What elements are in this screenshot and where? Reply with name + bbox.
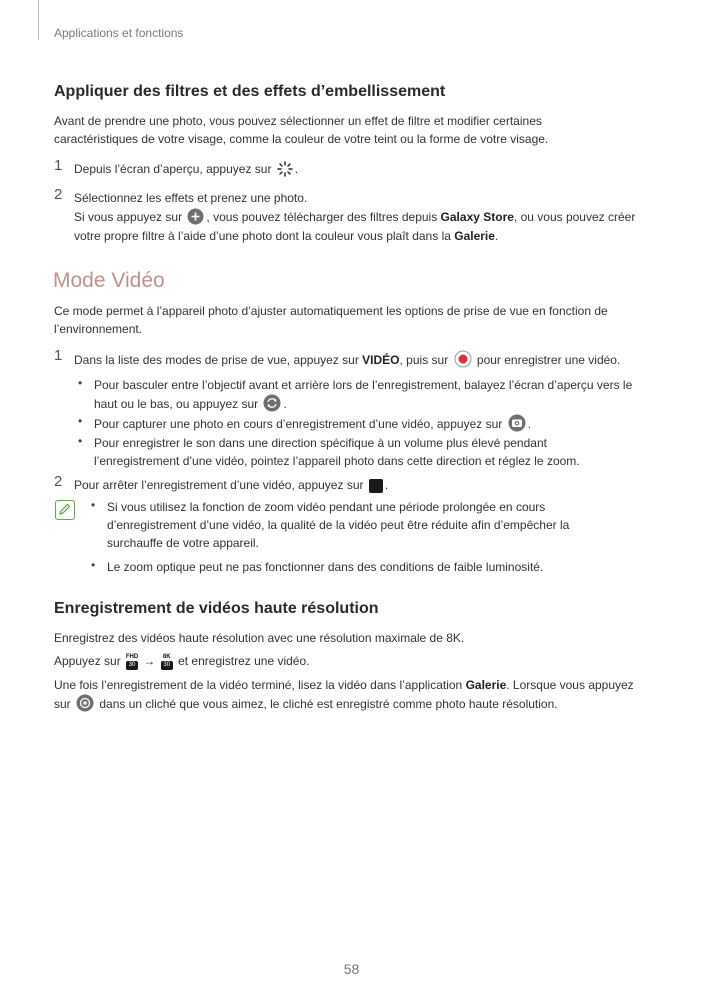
filters-section-title: Appliquer des filtres et des effets d’embellissement	[54, 83, 446, 100]
note-icon	[55, 500, 75, 520]
video-intro-line-1: Ce mode permet à l’appareil photo d’ajuster automatiquement les options de prise de vue en fonction de	[54, 304, 608, 318]
video-step-1-number: 1	[54, 347, 63, 364]
8k-resolution-icon: 8K 30	[160, 653, 174, 670]
video-mode-title: Mode Vidéo	[53, 269, 165, 292]
video-step-1: Dans la liste des modes de prise de vue, appuyez sur VIDÉO, puis sur pour enregistrer une vidéo.	[74, 350, 659, 369]
header-title: Applications et fonctions	[54, 26, 184, 40]
bullet-dot: •	[78, 376, 83, 390]
filters-step-2-line-3: votre propre filtre à l’aide d’une photo dont la couleur vous plaît dans la Galerie.	[74, 229, 499, 243]
gallery-label: Galerie	[454, 229, 495, 243]
hires-line-2: Appuyez sur FHD 30 → 8K 30 et enregistrez une vidéo.	[54, 654, 310, 668]
filters-intro-line-1: Avant de prendre une photo, vous pouvez sélectionner un effet de filtre et modifier certaines	[54, 114, 542, 128]
note-2: Le zoom optique peut ne pas fonctionner dans des conditions de faible luminosité.	[107, 560, 544, 574]
bullet-dot: •	[91, 498, 96, 512]
filters-intro-line-2: caractéristiques de votre visage, comme la couleur de votre teint ou la forme de votre visage.	[54, 132, 549, 146]
note-1-line-2: d’enregistrement d’une vidéo, la qualité de la vidéo peut être réduite afin d’empêcher la	[107, 518, 570, 532]
filters-step-2-line-1: Sélectionnez les effets et prenez une photo.	[74, 191, 308, 205]
record-icon	[454, 350, 472, 368]
filters-step-1-number: 1	[54, 157, 63, 174]
bullet-dot: •	[91, 558, 96, 572]
hires-capture-icon	[76, 694, 94, 712]
note-1-line-1: Si vous utilisez la fonction de zoom vidéo pendant une période prolongée en cours	[107, 500, 546, 514]
filters-step-2-line-2: Si vous appuyez sur , vous pouvez télécharger des filtres depuis Galaxy Store, ou vous pouvez créer	[74, 210, 636, 224]
hires-line-1: Enregistrez des vidéos haute résolution avec une résolution maximale de 8K.	[54, 631, 465, 645]
video-bullet-3-line-1: Pour enregistrer le son dans une direction spécifique à un volume plus élevé pendant	[94, 436, 547, 450]
bullet-dot: •	[78, 414, 83, 428]
hires-line-4: sur dans un cliché que vous aimez, le cliché est enregistré comme photo haute résolution.	[54, 694, 664, 713]
note-1-line-3: surchauffe de votre appareil.	[107, 536, 259, 550]
fhd-resolution-icon: FHD 30	[125, 654, 139, 668]
filters-step-1: Depuis l’écran d’aperçu, appuyez sur .	[74, 162, 299, 176]
page-number: 58	[343, 961, 360, 977]
stop-icon	[369, 479, 383, 493]
hires-section-title: Enregistrement de vidéos haute résolution	[54, 600, 379, 617]
video-step-2-number: 2	[54, 473, 63, 490]
video-mode-label: VIDÉO	[362, 353, 400, 367]
video-intro-line-2: l’environnement.	[54, 322, 143, 336]
filters-step-2-number: 2	[54, 186, 63, 203]
bullet-dot: •	[78, 434, 83, 448]
switch-camera-icon	[263, 394, 281, 412]
video-bullet-3-line-2: l’enregistrement d’une vidéo, pointez l’appareil photo dans cette direction et réglez le zoom.	[94, 454, 580, 468]
arrow-icon: →	[143, 654, 156, 668]
video-step-2: Pour arrêter l’enregistrement d’une vidéo, appuyez sur .	[74, 478, 389, 492]
video-bullet-1-line-2: haut ou le bas, ou appuyez sur .	[94, 394, 654, 413]
filters-step-1-text: Depuis l’écran d’aperçu, appuyez sur	[74, 162, 272, 176]
header-divider	[38, 0, 39, 40]
hires-line-3: Une fois l’enregistrement de la vidéo terminé, lisez la vidéo dans l’application Galerie. Lorsque vous appuyez	[54, 678, 634, 692]
effects-sparkle-icon	[277, 161, 293, 177]
galaxy-store-label: Galaxy Store	[440, 210, 514, 224]
video-bullet-1-line-1: Pour basculer entre l’objectif avant et arrière lors de l’enregistrement, balayez l’écran d’aperçu vers le	[94, 378, 633, 392]
capture-photo-icon	[508, 414, 526, 432]
gallery-label: Galerie	[465, 678, 507, 692]
add-filter-icon	[187, 208, 204, 225]
video-bullet-2: Pour capturer une photo en cours d’enregistrement d’une vidéo, appuyez sur .	[94, 414, 654, 433]
